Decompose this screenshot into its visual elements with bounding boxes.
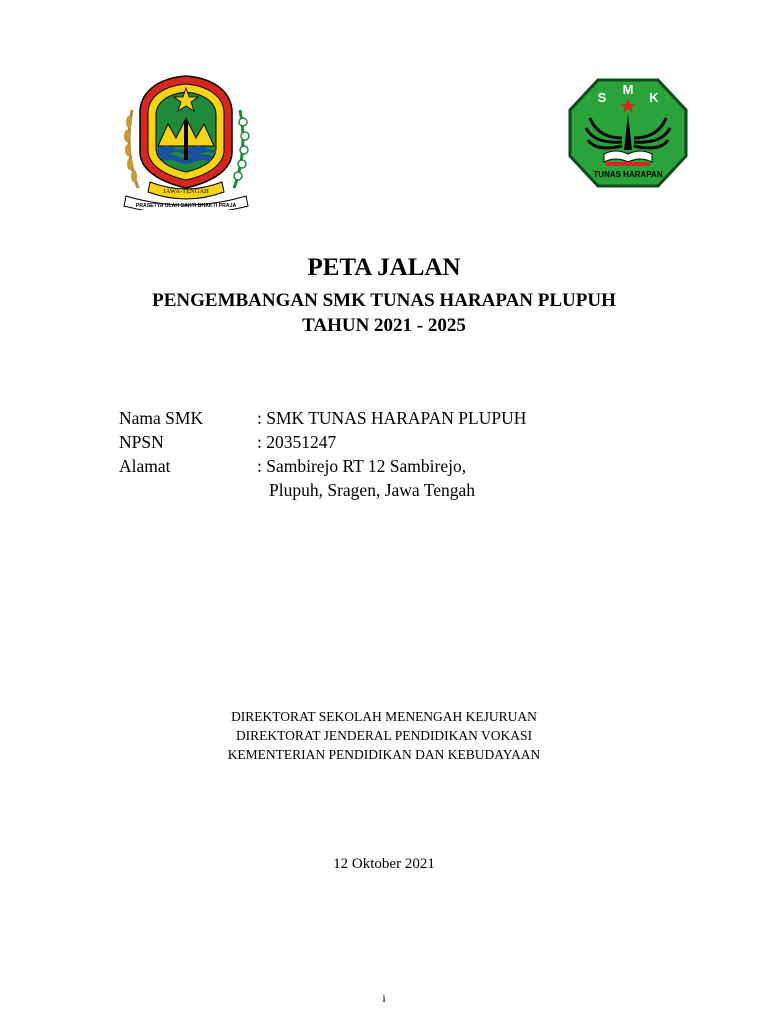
info-row-address <box>119 454 526 478</box>
document-title: PETA JALAN <box>307 254 461 281</box>
info-label: NPSN <box>119 432 164 452</box>
svg-text:M: M <box>622 82 634 97</box>
svg-text:K: K <box>649 90 659 105</box>
directorate-line-1: DIREKTORAT SEKOLAH MENENGAH KEJURUAN <box>231 709 537 724</box>
svg-text:TUNAS HARAPAN: TUNAS HARAPAN <box>593 170 663 179</box>
address-continued: Plupuh, Sragen, Jawa Tengah <box>269 480 475 500</box>
directorate-line-3: KEMENTERIAN PENDIDIKAN DAN KEBUDAYAAN <box>227 747 541 762</box>
info-value: : 20351247 <box>257 432 337 452</box>
info-value: : SMK TUNAS HARAPAN PLUPUH <box>257 408 527 428</box>
page-number: i <box>382 991 386 1005</box>
jawa-tengah-emblem-icon <box>120 70 252 210</box>
info-row-npsn <box>119 430 526 454</box>
jawa-tengah-emblem-graphic <box>120 70 252 210</box>
document-date: 12 Oktober 2021 <box>333 856 435 872</box>
info-row-school-name <box>119 406 526 430</box>
school-info <box>119 406 526 502</box>
directorate-line-2: DIREKTORAT JENDERAL PENDIDIKAN VOKASI <box>235 728 533 743</box>
document-period: TAHUN 2021 - 2025 <box>302 315 466 336</box>
svg-text:S: S <box>597 90 607 105</box>
smk-tunas-harapan-logo-icon <box>568 78 688 188</box>
info-label: Alamat <box>119 456 171 476</box>
info-row-address-continued <box>119 478 526 502</box>
document-subtitle: PENGEMBANGAN SMK TUNAS HARAPAN PLUPUH <box>152 290 616 311</box>
info-label: Nama SMK <box>119 408 204 428</box>
smk-logo-graphic <box>568 78 688 188</box>
svg-text:JAWA-TENGAH: JAWA-TENGAH <box>163 188 209 195</box>
svg-text:PRASETYA ULAH SAKTI BHAKTI PRA: PRASETYA ULAH SAKTI BHAKTI PRAJA <box>135 203 237 209</box>
info-value: : Sambirejo RT 12 Sambirejo, <box>257 456 467 476</box>
